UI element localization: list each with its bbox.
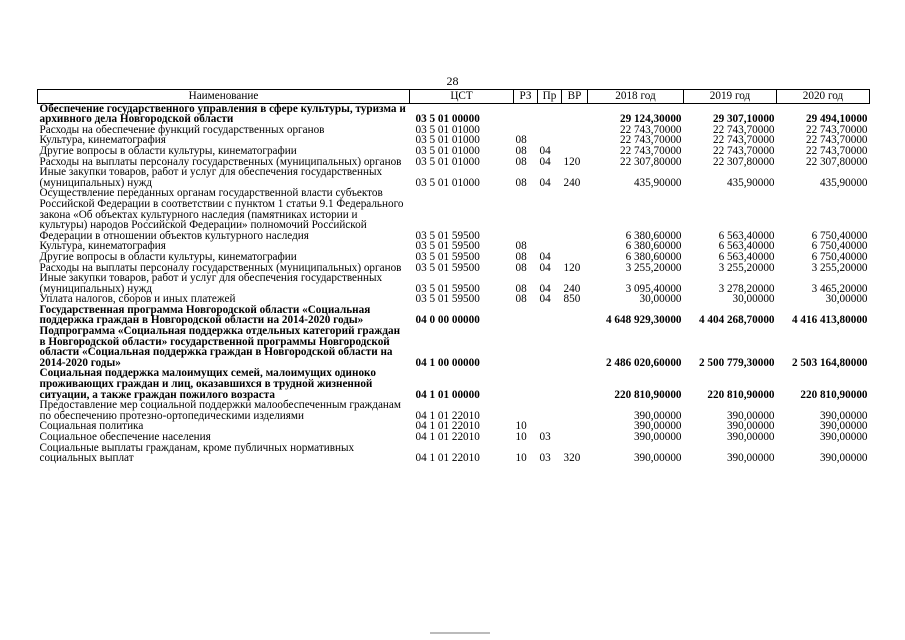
row-2019: 435,90000 bbox=[726, 176, 775, 189]
row-pr bbox=[538, 188, 562, 241]
table-row bbox=[38, 273, 870, 294]
row-cst: 03 5 01 01000 bbox=[415, 123, 480, 136]
table-header-row bbox=[38, 90, 870, 104]
row-2019: 22 743,70000 bbox=[712, 134, 775, 147]
row-cst: 03 5 01 59500 bbox=[415, 229, 480, 242]
row-name: Расходы на обеспечение функций государственных органов bbox=[39, 123, 325, 136]
row-2020: 390,00000 bbox=[819, 409, 868, 422]
row-name: Государственная программа Новгородской области «Социальная поддержка граждан в Новгородской области на 2014-2020 годы» bbox=[39, 303, 371, 327]
table-row bbox=[38, 146, 870, 157]
row-pr: 04 bbox=[539, 293, 551, 306]
row-cst: 03 5 01 01000 bbox=[415, 144, 480, 157]
row-cst: 04 1 00 00000 bbox=[415, 356, 480, 369]
row-2019: 22 743,70000 bbox=[712, 123, 775, 136]
row-name: Иные закупки товаров, работ и услуг для обеспечения государственных (муниципальных) нужд bbox=[39, 166, 383, 189]
table-row bbox=[38, 443, 870, 464]
row-pr: 04 bbox=[539, 250, 551, 263]
row-2020: 390,00000 bbox=[819, 452, 868, 465]
row-2020: 6 750,40000 bbox=[811, 240, 868, 253]
row-2018: 6 380,60000 bbox=[625, 229, 682, 242]
table-row bbox=[38, 400, 870, 421]
row-pr: 04 bbox=[539, 144, 551, 157]
row-2019: 2 500 779,30000 bbox=[698, 356, 775, 369]
row-rz: 08 bbox=[515, 134, 527, 147]
row-2020: 22 307,80000 bbox=[805, 155, 868, 168]
table-row bbox=[38, 103, 870, 125]
row-rz: 08 bbox=[515, 144, 527, 157]
row-2020: 2 503 164,80000 bbox=[791, 356, 868, 369]
table-row bbox=[38, 305, 870, 326]
row-2018: 3 255,20000 bbox=[625, 261, 682, 274]
row-rz: 10 bbox=[515, 431, 527, 443]
row-2020: 220 810,90000 bbox=[800, 388, 868, 401]
row-name: Культура, кинематография bbox=[39, 134, 166, 147]
row-cst: 03 5 01 59500 bbox=[415, 240, 480, 253]
row-2020: 6 750,40000 bbox=[811, 229, 868, 242]
budget-table bbox=[37, 89, 870, 464]
table-row bbox=[38, 326, 870, 368]
row-name: Подпрограмма «Социальная поддержка отдельных категорий граждан в Новгородской области» государственной программы Новгородской области «Социальная поддержка граждан в Новгородской области на 2014-2020 годы» bbox=[39, 325, 401, 369]
row-2019: 22 307,80000 bbox=[712, 155, 775, 168]
row-2020: 435,90000 bbox=[819, 176, 868, 189]
row-rz bbox=[514, 400, 538, 421]
row-cst: 03 5 01 01000 bbox=[415, 134, 480, 147]
row-name: Иные закупки товаров, работ и услуг для обеспечения государственных (муниципальных) нужд bbox=[39, 272, 383, 295]
row-name: Социальное обеспечение населения bbox=[39, 431, 211, 443]
row-cst: 03 5 01 01000 bbox=[415, 155, 480, 168]
row-2020: 4 416 413,80000 bbox=[791, 314, 868, 327]
row-2019: 390,00000 bbox=[726, 452, 775, 465]
row-pr bbox=[538, 368, 562, 400]
row-name: Социальные выплаты гражданам, кроме публичных нормативных социальных выплат bbox=[39, 441, 355, 465]
row-2018: 4 648 929,30000 bbox=[605, 314, 682, 327]
row-pr bbox=[538, 305, 562, 326]
row-2020: 6 750,40000 bbox=[811, 250, 868, 263]
row-2018: 6 380,60000 bbox=[625, 240, 682, 253]
row-rz: 08 bbox=[515, 250, 527, 263]
row-2018: 22 743,70000 bbox=[619, 144, 682, 157]
row-2020: 29 494,10000 bbox=[805, 113, 868, 126]
row-vr bbox=[562, 146, 588, 157]
row-vr bbox=[562, 326, 588, 368]
row-pr: 04 bbox=[539, 176, 551, 189]
row-pr bbox=[538, 125, 562, 136]
row-2018: 435,90000 bbox=[633, 176, 682, 189]
row-pr bbox=[538, 326, 562, 368]
row-2018: 29 124,30000 bbox=[619, 113, 682, 126]
page-number: 28 bbox=[446, 74, 459, 88]
row-rz bbox=[514, 305, 538, 326]
row-2018: 22 743,70000 bbox=[619, 134, 682, 147]
table-row bbox=[38, 432, 870, 443]
row-name: Осуществление переданных органам государственной власти субъектов Российской Федерации в соответствии с пунктом 1 статьи 9.1 Федерального закона «Об объектах культурного наследия (памятниках истории и культуры) народов Российской Федерации» полномочий Российской Федерации в отношении объектов культурного наследия bbox=[39, 187, 404, 242]
row-2018: 3 095,40000 bbox=[625, 282, 682, 295]
table-row bbox=[38, 252, 870, 263]
row-vr: 850 bbox=[563, 293, 581, 306]
row-name: Другие вопросы в области культуры, кинематографии bbox=[39, 250, 297, 263]
row-vr bbox=[562, 125, 588, 136]
row-pr: 04 bbox=[539, 282, 551, 295]
row-2020: 22 743,70000 bbox=[805, 123, 868, 136]
row-2019: 4 404 268,70000 bbox=[698, 314, 775, 327]
header-rz: РЗ bbox=[514, 90, 538, 104]
row-vr: 240 bbox=[563, 176, 581, 189]
row-rz bbox=[514, 188, 538, 241]
row-vr bbox=[562, 421, 588, 432]
table-row bbox=[38, 188, 870, 241]
row-name: Уплата налогов, сборов и иных платежей bbox=[39, 293, 236, 306]
row-2019: 29 307,10000 bbox=[712, 113, 775, 126]
row-2018: 2 486 020,60000 bbox=[605, 356, 682, 369]
row-pr: 03 bbox=[539, 452, 551, 465]
row-name: Расходы на выплаты персоналу государственных (муниципальных) органов bbox=[39, 261, 402, 274]
row-name: Обеспечение государственного управления в сфере культуры, туризма и архивного дела Новгородской области bbox=[39, 102, 406, 126]
row-vr bbox=[562, 432, 588, 443]
row-cst: 03 5 01 00000 bbox=[415, 113, 480, 126]
row-2018: 390,00000 bbox=[633, 409, 682, 422]
row-cst: 04 1 01 22010 bbox=[415, 409, 480, 422]
row-2019: 6 563,40000 bbox=[718, 229, 775, 242]
row-vr bbox=[562, 241, 588, 252]
row-2020: 3 255,20000 bbox=[811, 261, 868, 274]
row-2019: 390,00000 bbox=[726, 409, 775, 422]
header-pr: Пр bbox=[538, 90, 562, 104]
row-vr bbox=[562, 188, 588, 241]
row-cst: 03 5 01 01000 bbox=[415, 176, 480, 189]
row-2020: 22 743,70000 bbox=[805, 144, 868, 157]
scan-artifact bbox=[430, 632, 490, 634]
row-vr: 120 bbox=[563, 261, 581, 274]
row-rz: 08 bbox=[515, 261, 527, 274]
row-2019: 6 563,40000 bbox=[718, 250, 775, 263]
row-vr bbox=[562, 400, 588, 421]
row-vr bbox=[562, 305, 588, 326]
table-row bbox=[38, 368, 870, 400]
row-2018: 30,00000 bbox=[639, 293, 682, 306]
row-pr: 03 bbox=[539, 431, 551, 443]
row-vr: 320 bbox=[563, 452, 581, 465]
row-name: Расходы на выплаты персоналу государственных (муниципальных) органов bbox=[39, 155, 402, 168]
row-rz: 08 bbox=[515, 176, 527, 189]
row-vr bbox=[562, 368, 588, 400]
row-pr: 04 bbox=[539, 155, 551, 168]
row-name: Социальная политика bbox=[39, 420, 144, 433]
row-2018: 22 307,80000 bbox=[619, 155, 682, 168]
header-name: Наименование bbox=[38, 90, 410, 104]
row-2018: 6 380,60000 bbox=[625, 250, 682, 263]
row-cst: 04 1 01 22010 bbox=[415, 420, 480, 433]
row-2019: 3 278,20000 bbox=[718, 282, 775, 295]
row-cst: 04 1 01 22010 bbox=[415, 431, 480, 443]
row-vr bbox=[562, 135, 588, 146]
row-rz: 08 bbox=[515, 293, 527, 306]
row-cst: 04 0 00 00000 bbox=[415, 314, 480, 327]
row-rz: 08 bbox=[515, 155, 527, 168]
row-rz: 10 bbox=[515, 452, 527, 465]
row-2020: 390,00000 bbox=[819, 431, 868, 443]
header-2018: 2018 год bbox=[588, 90, 684, 104]
row-rz: 10 bbox=[515, 420, 527, 433]
row-rz bbox=[514, 326, 538, 368]
row-2019: 6 563,40000 bbox=[718, 240, 775, 253]
row-2019: 220 810,90000 bbox=[707, 388, 775, 401]
row-2019: 390,00000 bbox=[726, 431, 775, 443]
row-vr: 240 bbox=[563, 282, 581, 295]
row-name: Предоставление мер социальной поддержки малообеспеченным гражданам по обеспечению протезно-ортопедическими изделиями bbox=[39, 399, 401, 422]
row-2020: 390,00000 bbox=[819, 420, 868, 433]
row-pr bbox=[538, 400, 562, 421]
row-rz bbox=[514, 103, 538, 125]
row-cst: 03 5 01 59500 bbox=[415, 282, 480, 295]
row-vr bbox=[562, 252, 588, 263]
row-2019: 22 743,70000 bbox=[712, 144, 775, 157]
row-cst: 03 5 01 59500 bbox=[415, 250, 480, 263]
row-cst: 04 1 01 22010 bbox=[415, 452, 480, 465]
header-2019: 2019 год bbox=[684, 90, 777, 104]
row-rz: 08 bbox=[515, 240, 527, 253]
row-2019: 3 255,20000 bbox=[718, 261, 775, 274]
row-2018: 390,00000 bbox=[633, 452, 682, 465]
row-rz: 08 bbox=[515, 282, 527, 295]
table-row bbox=[38, 167, 870, 188]
row-2018: 220 810,90000 bbox=[614, 388, 682, 401]
row-2019: 30,00000 bbox=[732, 293, 775, 306]
row-vr bbox=[562, 103, 588, 125]
row-pr: 04 bbox=[539, 261, 551, 274]
row-2020: 3 465,20000 bbox=[811, 282, 868, 295]
row-2019: 390,00000 bbox=[726, 420, 775, 433]
row-vr: 120 bbox=[563, 155, 581, 168]
row-2018: 390,00000 bbox=[633, 420, 682, 433]
row-name: Социальная поддержка малоимущих семей, малоимущих одиноко проживающих граждан и лиц, оказавшихся в трудной жизненной ситуации, а также граждан пожилого возраста bbox=[39, 367, 376, 401]
row-2020: 22 743,70000 bbox=[805, 134, 868, 147]
row-name: Культура, кинематография bbox=[39, 240, 166, 253]
row-2020: 30,00000 bbox=[825, 293, 868, 306]
row-cst: 04 1 01 00000 bbox=[415, 388, 480, 401]
header-cst: ЦСТ bbox=[410, 90, 514, 104]
row-rz bbox=[514, 368, 538, 400]
row-cst: 03 5 01 59500 bbox=[415, 261, 480, 274]
row-2018: 390,00000 bbox=[633, 431, 682, 443]
row-pr bbox=[538, 103, 562, 125]
row-name: Другие вопросы в области культуры, кинематографии bbox=[39, 144, 297, 157]
row-2018: 22 743,70000 bbox=[619, 123, 682, 136]
row-cst: 03 5 01 59500 bbox=[415, 293, 480, 306]
header-vr: ВР bbox=[562, 90, 588, 104]
header-2020: 2020 год bbox=[777, 90, 870, 104]
